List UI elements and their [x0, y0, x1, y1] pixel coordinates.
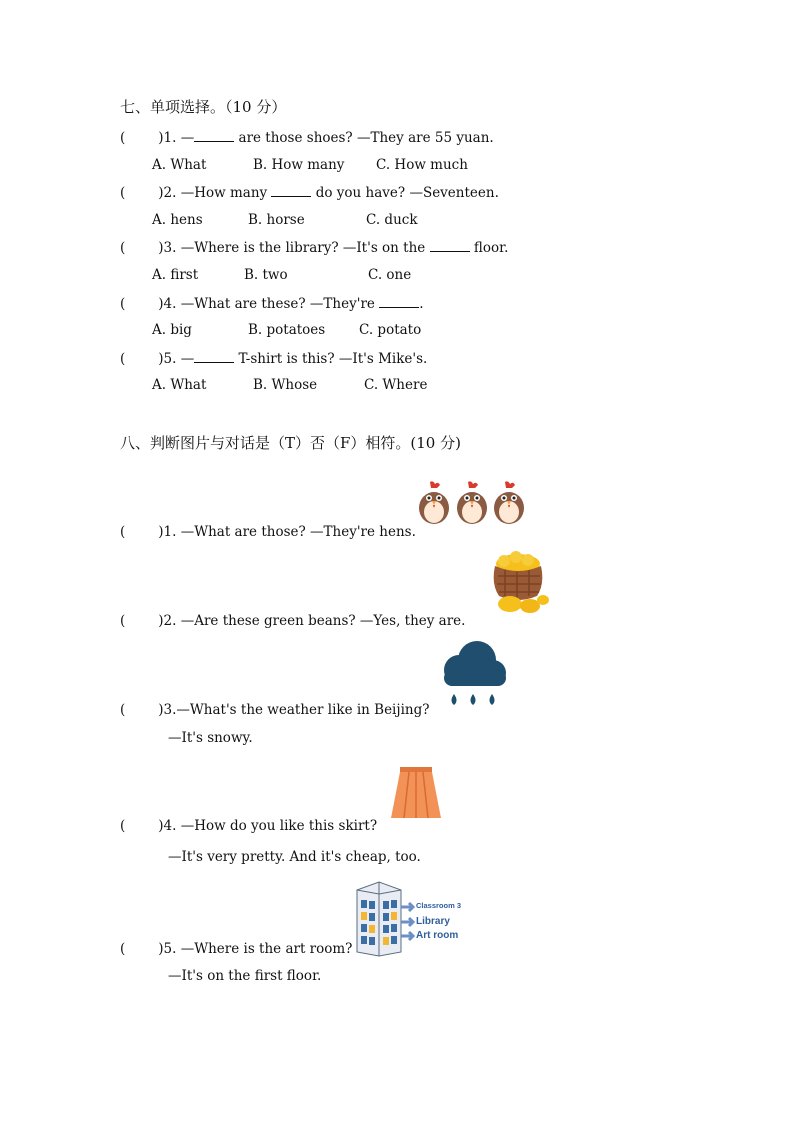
hen-icon [494, 481, 524, 524]
judge-item-1: ( )1. —What are those? —They're hens. [120, 524, 416, 540]
answer-blank[interactable] [194, 129, 234, 142]
judge-item-3: ( )3.—What's the weather like in Beijing? [120, 702, 430, 718]
potatoes-icon [490, 550, 552, 616]
judge-item-4: ( )4. —How do you like this skirt? [120, 818, 378, 834]
option-b[interactable]: B. potatoes [248, 322, 326, 338]
option-a[interactable]: A. first [152, 267, 199, 283]
question-5: ( )5. — T-shirt is this? —It's Mike's. [120, 351, 428, 367]
sign-art-room: Art room [416, 930, 459, 941]
sign-library: Library [416, 916, 450, 927]
building-icon [353, 880, 465, 956]
option-c[interactable]: C. one [368, 267, 412, 283]
answer-blank[interactable] [379, 295, 419, 308]
judge-item-2: ( )2. —Are these green beans? —Yes, they are. [120, 613, 466, 629]
answer-blank[interactable] [271, 184, 311, 197]
option-a[interactable]: A. hens [152, 212, 203, 228]
hens-icon [416, 480, 528, 528]
question-3: ( )3. —Where is the library? —It's on the floor. [120, 240, 509, 256]
option-c[interactable]: C. Where [364, 377, 428, 393]
judge-item-5: ( )5. —Where is the art room? [120, 941, 353, 957]
skirt-icon [390, 766, 442, 820]
option-a[interactable]: A. What [152, 377, 207, 393]
option-a[interactable]: A. big [152, 322, 192, 338]
question-4: ( )4. —What are these? —They're . [120, 296, 424, 312]
option-a[interactable]: A. What [152, 157, 207, 173]
option-c[interactable]: C. How much [376, 157, 468, 173]
answer-blank[interactable] [194, 350, 234, 363]
rain-cloud-icon [439, 640, 509, 712]
sign-classroom-3: Classroom 3 [416, 901, 462, 910]
option-c[interactable]: C. potato [359, 322, 422, 338]
hen-icon [419, 481, 449, 524]
option-b[interactable]: B. horse [248, 212, 305, 228]
judge-item-3-answer: —It's snowy. [168, 730, 253, 746]
section-7-title: 七、单项选择。（10 分） [120, 98, 287, 116]
option-b[interactable]: B. two [244, 267, 288, 283]
option-c[interactable]: C. duck [366, 212, 418, 228]
hen-icon [457, 481, 487, 524]
judge-item-4-answer: —It's very pretty. And it's cheap, too. [168, 849, 421, 865]
question-1: ( )1. — are those shoes? —They are 55 yuan. [120, 130, 494, 146]
question-2: ( )2. —How many do you have? —Seventeen. [120, 185, 499, 201]
section-8-title: 八、判断图片与对话是（T）否（F）相符。(10 分) [120, 434, 461, 452]
judge-item-5-answer: —It's on the first floor. [168, 968, 322, 984]
option-b[interactable]: B. Whose [253, 377, 318, 393]
answer-blank[interactable] [430, 239, 470, 252]
option-b[interactable]: B. How many [253, 157, 345, 173]
